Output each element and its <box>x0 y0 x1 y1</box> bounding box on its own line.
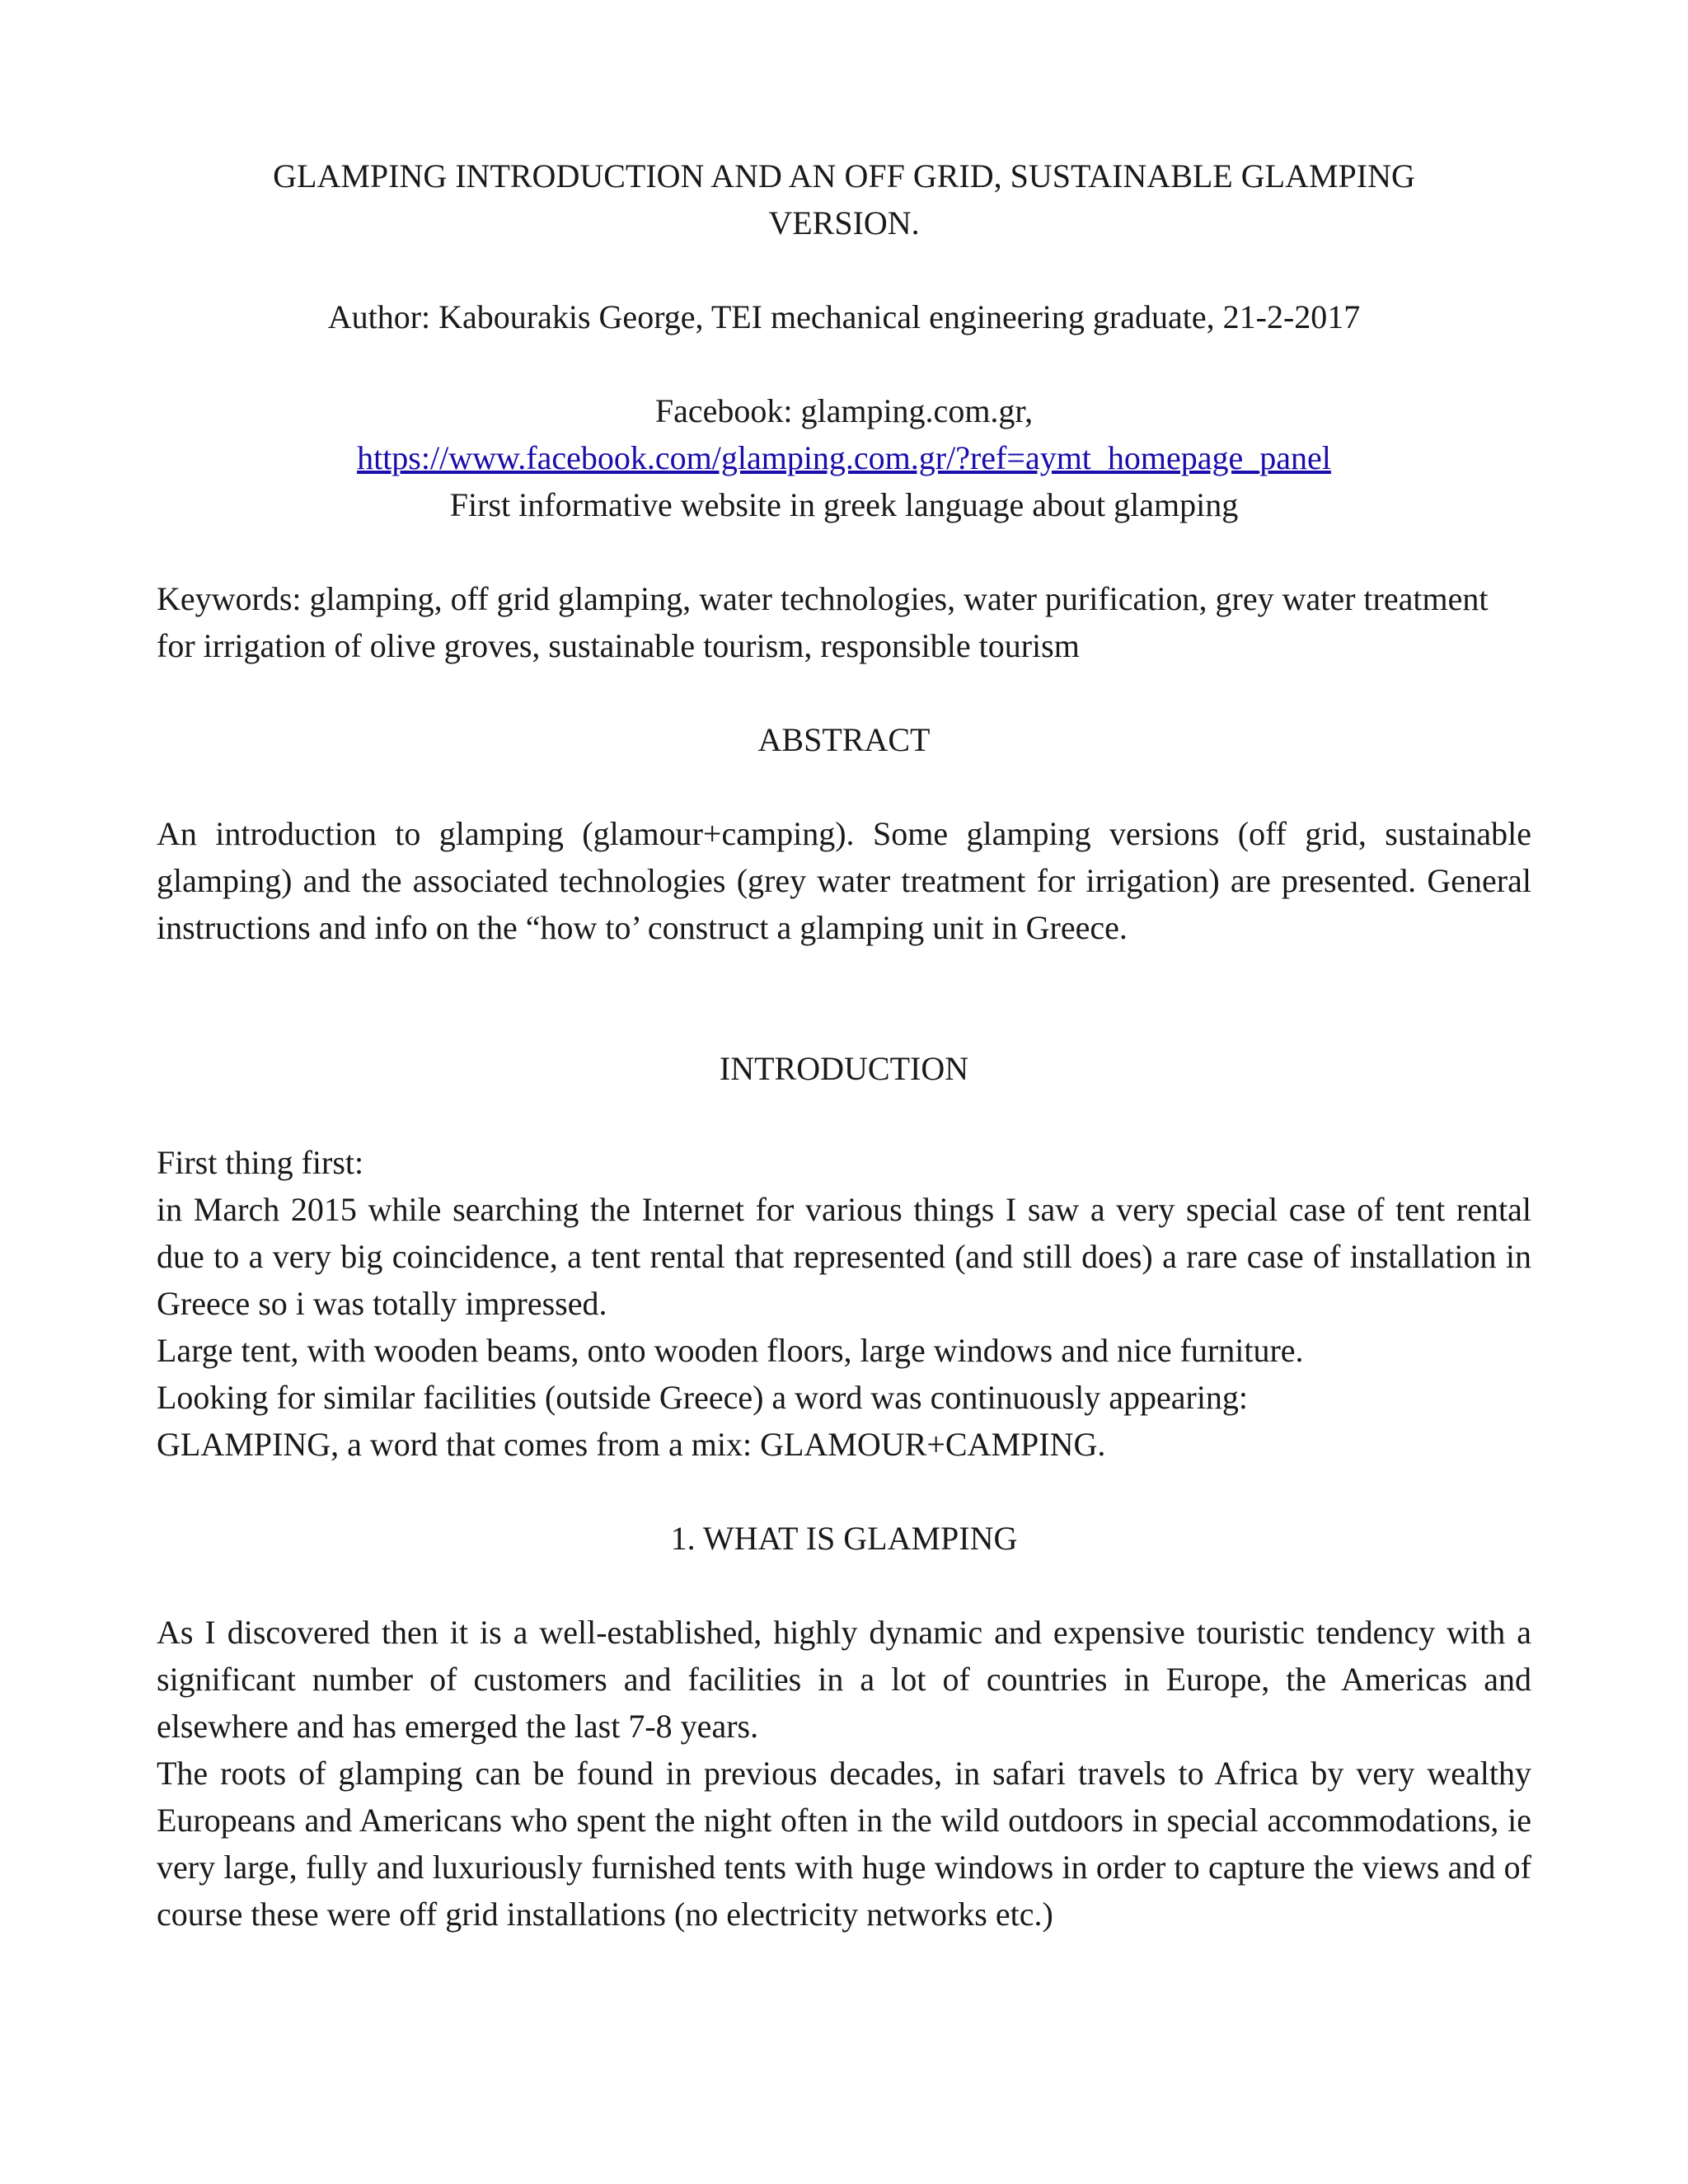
intro-line: First thing first: <box>157 1144 364 1181</box>
facebook-label: Facebook: glamping.com.gr, <box>654 392 1034 429</box>
section-1-paragraph: The roots of glamping can be found in previous decades, in safari travels to Africa by very wealthy Europeans and Americans who spent the night often in the wild outdoors in special accommodations, ie very large, fully and luxuriously furnished tents with huge windows in order to capture the views and of course these were off grid installations (no electricity networks etc.) <box>157 1755 1531 1933</box>
keywords: Keywords: glamping, off grid glamping, water technologies, water purification, grey water treatment for irrigation of olive groves, sustainable tourism, responsible tourism <box>157 580 1489 664</box>
intro-line: GLAMPING, a word that comes from a mix: GLAMOUR+CAMPING. <box>157 1426 1106 1463</box>
abstract-heading: ABSTRACT <box>757 721 931 758</box>
document-title <box>157 152 1531 246</box>
title-line-1: GLAMPING INTRODUCTION AND AN OFF GRID, SUSTAINABLE GLAMPING <box>273 157 1415 194</box>
abstract-text: An introduction to glamping (glamour+camping). Some glamping versions (off grid, sustainable glamping) and the associated technologies (grey water treatment for irrigation) are presented. General instructions and info on the “how to’ construct a glamping unit in Greece. <box>157 815 1531 946</box>
title-line-2: VERSION. <box>768 204 920 241</box>
section-1-heading: 1. WHAT IS GLAMPING <box>670 1520 1018 1557</box>
facebook-description: First informative website in greek language about glamping <box>449 486 1239 523</box>
introduction-heading: INTRODUCTION <box>719 1050 969 1087</box>
author-line: Author: Kabourakis George, TEI mechanical engineering graduate, 21-2-2017 <box>327 298 1361 335</box>
facebook-info <box>157 387 1531 528</box>
section-1-paragraph: As I discovered then it is a well-established, highly dynamic and expensive touristic tendency with a significant number of customers and facilities in a lot of countries in Europe, the Americas and elsewhere and has emerged the last 7-8 years. <box>157 1614 1531 1745</box>
intro-line: Looking for similar facilities (outside Greece) a word was continuously appearing: <box>157 1379 1249 1416</box>
document-page <box>157 152 1531 1938</box>
intro-line: Large tent, with wooden beams, onto wooden floors, large windows and nice furniture. <box>157 1332 1304 1369</box>
introduction-body <box>157 1139 1531 1468</box>
facebook-link[interactable]: https://www.facebook.com/glamping.com.gr/?ref=aymt_homepage_panel <box>357 439 1331 476</box>
intro-line: in March 2015 while searching the Internet for various things I saw a very special case of tent rental due to a very big coincidence, a tent rental that represented (and still does) a rare case of installation in Greece so i was totally impressed. <box>157 1191 1531 1322</box>
section-1-body <box>157 1609 1531 1938</box>
